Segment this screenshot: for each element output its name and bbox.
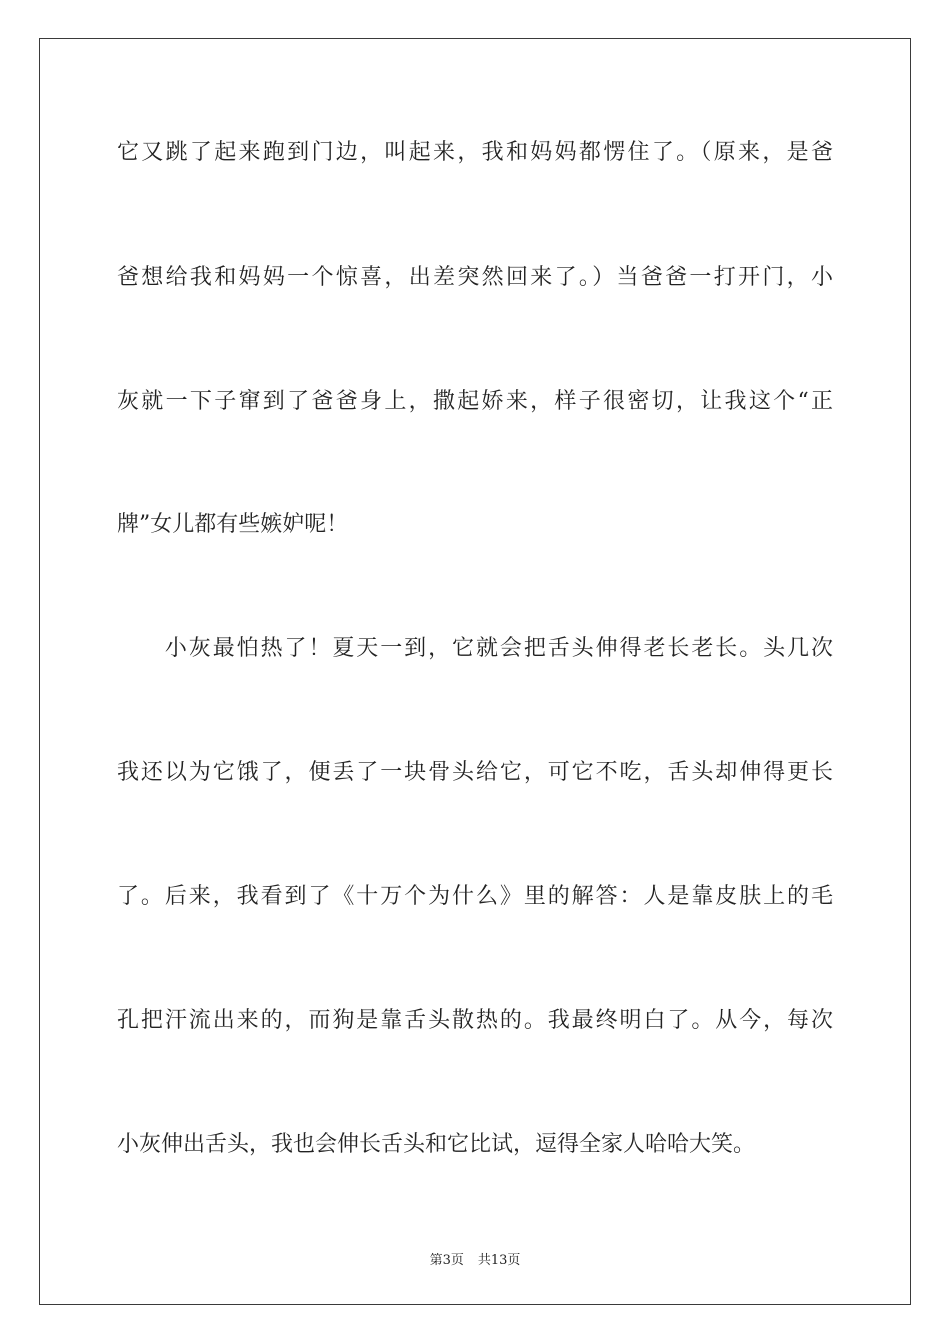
page-number: 第3页 [429,1253,464,1268]
text-line-5: 小灰最怕热了！夏天一到，它就会把舌头伸得老长老长。头几次 [117,636,833,661]
text-line-4: 牌”女儿都有些嫉妒呢！ [117,512,349,537]
text-line-3: 灰就一下子窜到了爸爸身上，撒起娇来，样子很密切，让我这个“正 [117,389,833,414]
text-line-9: 小灰伸出舌头，我也会伸长舌头和它比试，逗得全家人哈哈大笑。 [117,1132,756,1157]
text-line-6: 我还以为它饿了，便丢了一块骨头给它，可它不吃，舌头却伸得更长 [117,760,833,785]
text-line-7: 了。后来，我看到了《十万个为什么》里的解答：人是靠皮肤上的毛 [117,884,833,909]
page-border [39,38,911,1305]
page-footer [0,1249,950,1268]
text-line-2: 爸想给我和妈妈一个惊喜，出差突然回来了。）当爸爸一打开门，小 [117,265,833,290]
total-pages: 共13页 [477,1253,521,1268]
text-line-8: 孔把汗流出来的，而狗是靠舌头散热的。我最终明白了。从今，每次 [117,1008,833,1033]
text-line-1: 它又跳了起来跑到门边，叫起来，我和妈妈都愣住了。（原来，是爸 [117,140,833,165]
